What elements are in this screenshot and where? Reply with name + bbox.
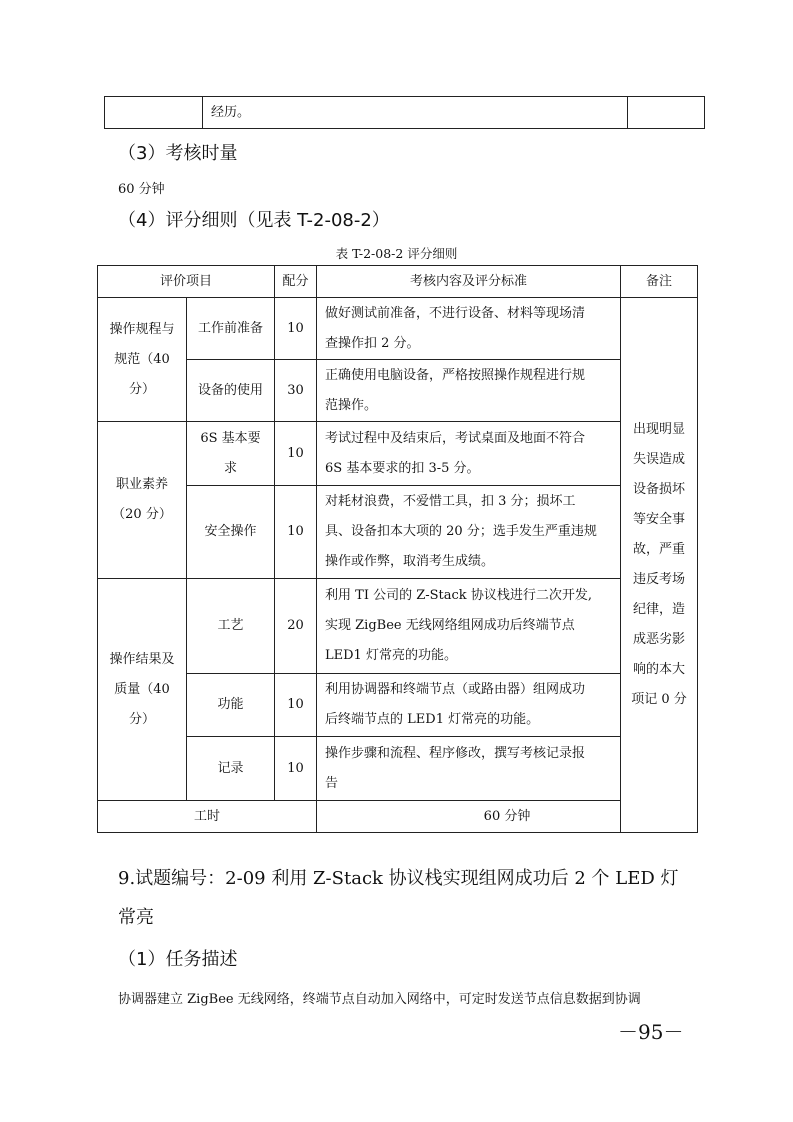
section-9-title-line2: 常亮 [118,907,154,928]
section-9-title-line1: 9.试题编号：2-09 利用 Z-Stack 协议栈实现组网成功后 2 个 LED 灯 [118,868,679,889]
table-row [98,422,698,486]
header-content: 考核内容及评分标准 [317,266,621,298]
table-row [98,486,698,579]
top-table [104,96,705,129]
sub-item: 记录 [187,737,275,801]
score-cell: 10 [275,674,317,737]
sub-item: 6S 基本要 求 [187,422,275,486]
score-cell: 20 [275,579,317,674]
top-cell-empty-right [628,97,705,129]
header-remark: 备注 [621,266,698,298]
footer-value: 60 分钟 [317,801,698,833]
section-4-title: （4）评分细则（见表 T-2-08-2） [118,210,390,231]
header-item: 评价项目 [98,266,275,298]
sub-item: 安全操作 [187,486,275,579]
group-3-name: 操作结果及 质量（40 分） [98,579,187,801]
content-cell: 操作步骤和流程、程序修改，撰写考核记录报 告 [317,737,621,801]
group-1-name: 操作规程与 规范（40 分） [98,298,187,422]
task-title: （1）任务描述 [118,949,238,970]
content-cell: 正确使用电脑设备，严格按照操作规程进行规 范操作。 [317,360,621,422]
table-row [98,579,698,674]
section-3-title: （3）考核时量 [118,143,238,164]
content-cell: 对耗材浪费，不爱惜工具，扣 3 分；损坏工 具、设备扣本大项的 20 分；选手发生严重违规 操作或作弊，取消考生成绩。 [317,486,621,579]
score-cell: 10 [275,298,317,360]
content-cell: 做好测试前准备，不进行设备、材料等现场清 查操作扣 2 分。 [317,298,621,360]
header-score: 配分 [275,266,317,298]
score-cell: 10 [275,737,317,801]
task-body: 协调器建立 ZigBee 无线网络，终端节点自动加入网络中，可定时发送节点信息数据到协调 [118,992,641,1007]
footer-label: 工时 [98,801,317,833]
table-footer-row [98,801,698,833]
table-row [98,674,698,737]
table-caption: 表 T-2-08-2 评分细则 [335,246,458,261]
scoring-table [97,265,698,833]
sub-item: 设备的使用 [187,360,275,422]
score-cell: 10 [275,486,317,579]
top-cell-text: 经历。 [203,97,628,129]
section-3-body: 60 分钟 [118,182,165,197]
page-number: －95－ [618,1020,684,1044]
table-row [98,360,698,422]
remark-cell: 出现明显 失误造成 设备损坏 等安全事 故，严重 违反考场 纪律，造 成恶劣影 响的本大 项记 0 分 [621,298,698,833]
top-cell-empty-left [105,97,203,129]
table-row [98,737,698,801]
content-cell: 利用 TI 公司的 Z-Stack 协议栈进行二次开发, 实现 ZigBee 无线网络组网成功后终端节点 LED1 灯常亮的功能。 [317,579,621,674]
content-cell: 考试过程中及结束后，考试桌面及地面不符合 6S 基本要求的扣 3-5 分。 [317,422,621,486]
score-cell: 30 [275,360,317,422]
table-header-row [98,266,698,298]
sub-item: 功能 [187,674,275,737]
table-row [98,298,698,360]
content-cell: 利用协调器和终端节点（或路由器）组网成功 后终端节点的 LED1 灯常亮的功能。 [317,674,621,737]
sub-item: 工作前准备 [187,298,275,360]
group-2-name: 职业素养 （20 分） [98,422,187,579]
score-cell: 10 [275,422,317,486]
sub-item: 工艺 [187,579,275,674]
